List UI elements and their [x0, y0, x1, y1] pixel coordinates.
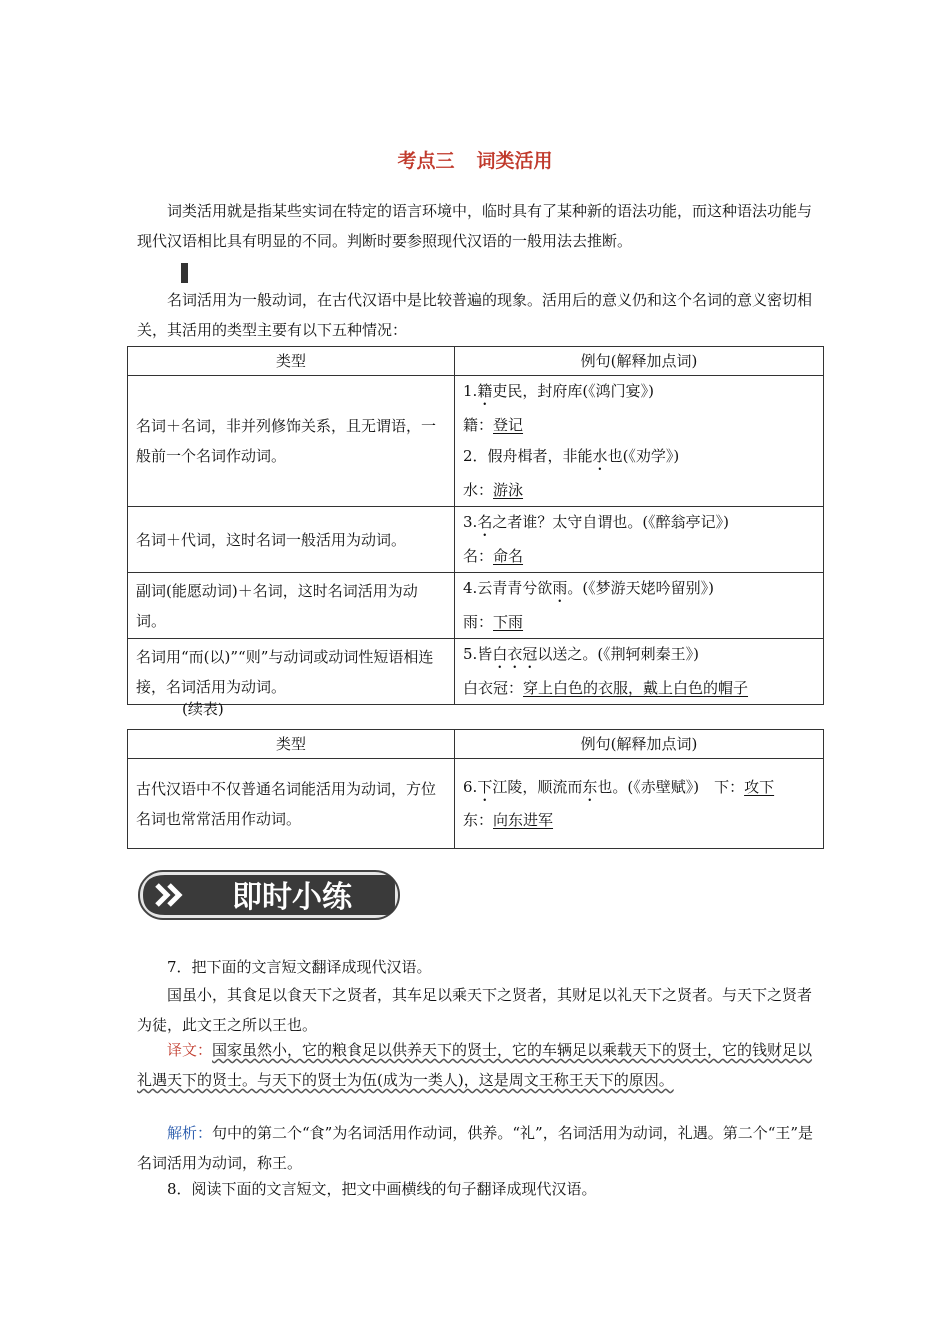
- q7-text: 国虽小，其食足以食天下之贤者，其车足以乘天下之贤者，其财足以礼天下之贤者。与天下之贤者为徒，此文王之所以王也。: [137, 986, 813, 1034]
- section-marker: [181, 263, 188, 283]
- gloss-value: 穿上白色的衣服，戴上白色的帽子: [523, 679, 749, 697]
- gloss-value: 攻下: [744, 778, 775, 796]
- table-header: [128, 347, 824, 376]
- translation-label: 译文：: [167, 1041, 213, 1059]
- q7-analysis: [137, 1118, 817, 1178]
- row-type: 名词＋名词，非并列修饰关系，且无谓语，一般前一个名词作动词。: [128, 376, 455, 507]
- row-type: 副词(能愿动词)＋名词，这时名词活用为动词。: [128, 573, 455, 639]
- title-part1: 考点三: [397, 150, 455, 172]
- table-row: [128, 376, 824, 507]
- dotted-word: 白衣冠: [492, 645, 538, 663]
- usage-table: [127, 346, 824, 705]
- row-examples: 1.籍吏民，封府库(《鸿门宴》) 籍：登记 2．假舟楫者，非能水也(《劝学》) 水：游泳: [455, 376, 824, 507]
- row-examples: 6.下江陵，顺流而东也。(《赤壁赋》) 下：攻下 东：向东进军: [455, 759, 824, 849]
- page-title: [0, 146, 950, 173]
- gloss-value: 登记: [493, 416, 524, 434]
- header-type: 类型: [128, 730, 455, 759]
- row-examples: 5.皆白衣冠以送之。(《荆轲刺秦王》) 白衣冠：穿上白色的衣服，戴上白色的帽子: [455, 639, 824, 705]
- dotted-word: 下: [477, 778, 493, 796]
- q8-prompt: 8．阅读下面的文言短文，把文中画横线的句子翻译成现代汉语。: [167, 1180, 597, 1198]
- dotted-word: 水: [592, 447, 608, 465]
- intro-paragraph: 词类活用就是指某些实词在特定的语言环境中，临时具有了某种新的语法功能，而这种语法功能与现代汉语相比具有明显的不同。判断时要参照现代汉语的一般用法去推断。: [137, 202, 813, 250]
- table-row: [128, 507, 824, 573]
- dotted-word: 东: [582, 778, 598, 796]
- gloss-value: 向东进军: [493, 811, 554, 829]
- q7-translation: [137, 1035, 817, 1095]
- analysis-text: 句中的第二个“食”为名词活用作动词，供养。“礼”，名词活用为动词，礼遇。第二个“王”是名词活用为动词，称王。: [137, 1124, 814, 1172]
- table-row: [128, 759, 824, 849]
- table-row: [128, 573, 824, 639]
- section-intro: 名词活用为一般动词，在古代汉语中是比较普遍的现象。活用后的意义仍和这个名词的意义密切相关，其活用的类型主要有以下五种情况：: [137, 291, 813, 339]
- row-type: 古代汉语中不仅普通名词能活用为动词，方位名词也常常活用作动词。: [128, 759, 455, 849]
- dotted-word: 名: [477, 513, 493, 531]
- header-example: 例句(解释加点词): [455, 730, 824, 759]
- practice-banner: [137, 867, 402, 923]
- gloss-value: 游泳: [493, 481, 524, 499]
- continued-label: (续表): [182, 700, 224, 718]
- row-type: 名词＋代词，这时名词一般活用为动词。: [128, 507, 455, 573]
- gloss-value: 命名: [493, 547, 524, 565]
- table-row: [128, 639, 824, 705]
- header-example: 例句(解释加点词): [455, 347, 824, 376]
- gloss-value: 下雨: [493, 613, 524, 631]
- translation-text: 国家虽然小，它的粮食足以供养天下的贤士，它的车辆足以乘载天下的贤士，它的钱财足以礼遇天下的贤士。与天下的贤士为伍(成为一类人)，这是周文王称王天下的原因。: [137, 1041, 813, 1089]
- dotted-word: 雨: [552, 579, 568, 597]
- table-header: [128, 730, 824, 759]
- header-type: 类型: [128, 347, 455, 376]
- row-examples: 4.云青青兮欲雨。(《梦游天姥吟留别》) 雨：下雨: [455, 573, 824, 639]
- dotted-word: 籍: [477, 382, 493, 400]
- q7-prompt: 7．把下面的文言短文翻译成现代汉语。: [167, 958, 432, 976]
- banner-title: 即时小练: [232, 880, 352, 915]
- title-part2: 词类活用: [476, 150, 553, 172]
- row-examples: 3.名之者谁？太守自谓也。(《醉翁亭记》) 名：命名: [455, 507, 824, 573]
- row-type: 名词用“而(以)”“则”与动词或动词性短语相连接，名词活用为动词。: [128, 639, 455, 705]
- usage-table-continued: [127, 729, 824, 849]
- analysis-label: 解析：: [167, 1124, 213, 1142]
